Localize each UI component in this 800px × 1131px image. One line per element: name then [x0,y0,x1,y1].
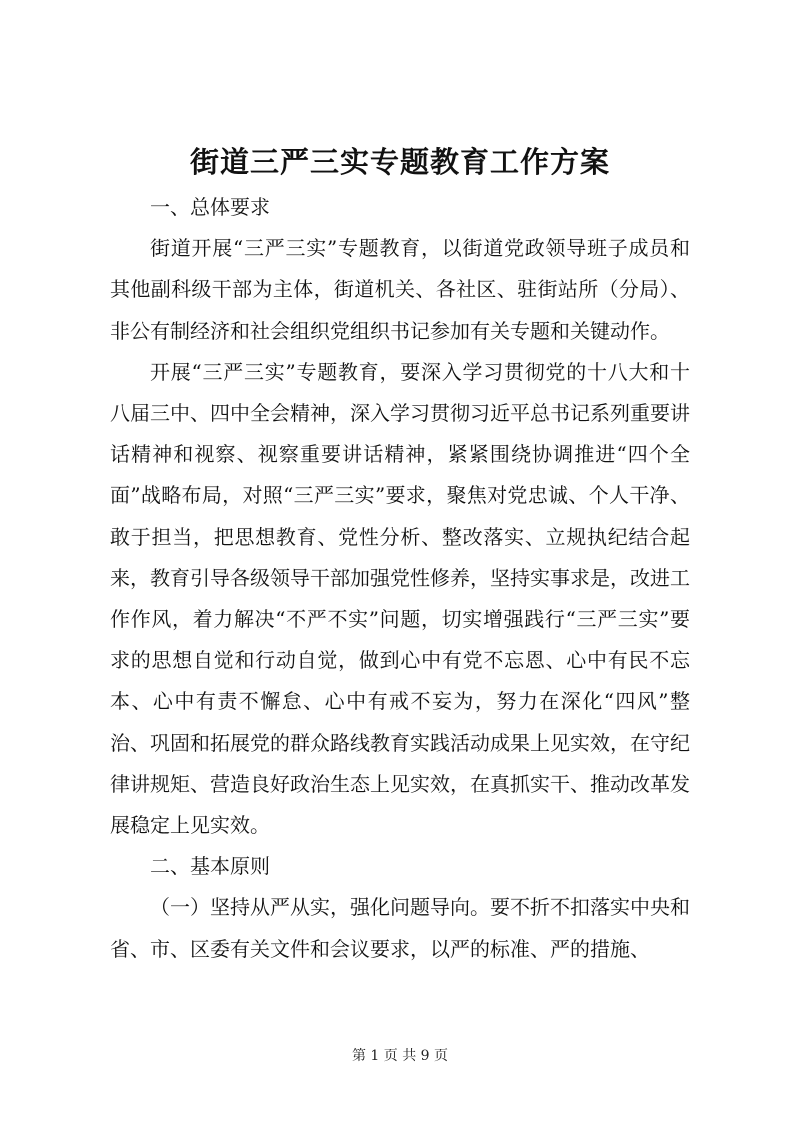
paragraph: 街道开展“三严三实”专题教育，以街道党政领导班子成员和其他副科级干部为主体，街道机关、各社区、驻街站所（分局）、非公有制经济和社会组织党组织书记参加有关专题和关键动作。 [110,236,690,343]
paragraph: 开展“三严三实”专题教育，要深入学习贯彻党的十八大和十八届三中、四中全会精神，深入学习贯彻习近平总书记系列重要讲话精神和视察、视察重要讲话精神，紧紧围绕协调推进“四个全面”战略布局，对照“三严三实”要求，聚焦对党忠诚、个人干净、敢于担当，把思想教育、党性分析、整改落实、立规执纪结合起来，教育引导各级领导干部加强党性修养，坚持实事求是，改进工作作风，着力解决“不严不实”问题，切实增强践行“三严三实”要求的思想自觉和行动自觉，做到心中有党不忘恩、心中有民不忘本、心中有责不懈怠、心中有戒不妄为，努力在深化“四风”整治、巩固和拓展党的群众路线教育实践活动成果上见实效，在守纪律讲规矩、营造良好政治生态上见实效，在真抓实干、推动改革发展稳定上见实效。 [110,359,690,838]
page-title: 街道三严三实专题教育工作方案 [189,145,610,179]
section-heading-general-requirements: 一、总体要求 [150,195,270,219]
paragraph: （一）坚持从严从实，强化问题导向。要不折不扣落实中央和省、市、区委有关文件和会议要求，以严的标准、严的措施、 [110,895,690,961]
document-body [110,187,690,970]
page-footer: 第 1 页 共 9 页 [351,1048,449,1064]
section-heading-basic-principles: 二、基本原则 [150,854,270,879]
